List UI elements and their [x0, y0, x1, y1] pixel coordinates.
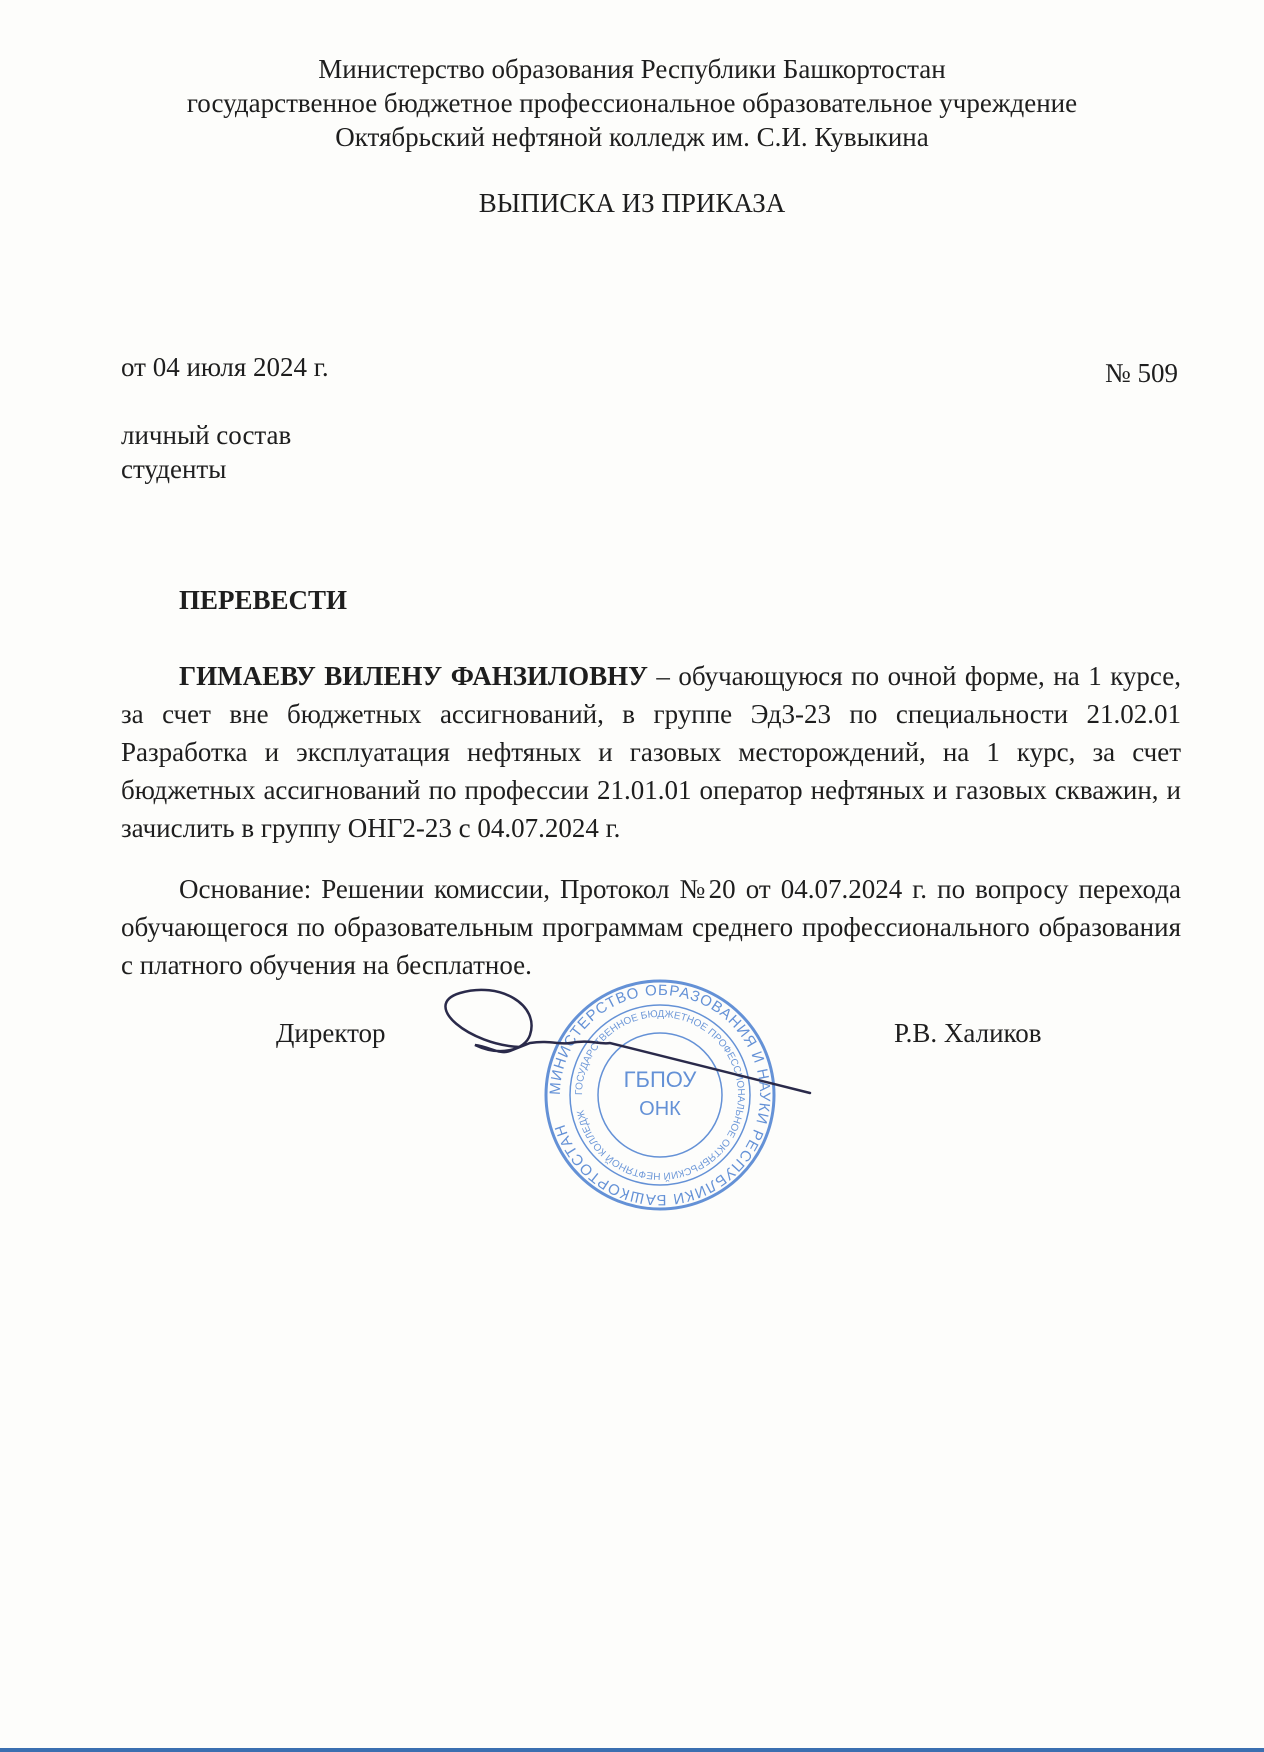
order-action: ПЕРЕВЕСТИ: [179, 585, 348, 615]
stamp-center-line-2: ОНК: [639, 1098, 681, 1120]
order-number: № 509: [1104, 358, 1178, 388]
signature-role: Директор: [276, 1018, 386, 1048]
order-basis: Основание: Решении комиссии, Протокол №20 от 04.07.2024 г. по вопросу перехода обучающегося по образовательным программам среднего профессионального образования с платного обучения на бесплатное.: [121, 874, 1181, 980]
scan-edge-line: [0, 1748, 1264, 1752]
header-college: Октябрьский нефтяной колледж им. С.И. Кувыкина: [335, 122, 929, 152]
header-institution-type: государственное бюджетное профессиональное образовательное учреждение: [186, 88, 1078, 118]
stamp-center-line-1: ГБПОУ: [623, 1067, 697, 1092]
order-body-text: – обучающуюся по очной форме, на 1 курсе, за счет вне бюджетных ассигнований, в группе Эд3-23 по специальности 21.02.01 Разработка и эксплуатация нефтяных и газовых месторождений, на 1 курс, за счет бюджетных ассигнований по профессии 21.01.01 оператор нефтяных и газовых скважин, и зачислить в группу ОНГ2-23 с 04.07.2024 г.: [121, 661, 1181, 843]
signature-name: Р.В. Халиков: [894, 1018, 1042, 1048]
ministry-header: [0, 52, 1264, 154]
order-category: [121, 418, 291, 486]
document-title: ВЫПИСКА ИЗ ПРИКАЗА: [478, 188, 786, 218]
stamp-inner-text: ГОСУДАРСТВЕННОЕ БЮДЖЕТНОЕ ПРОФЕССИОНАЛЬНОЕ ОКТЯБРЬСКИЙ НЕФТЯНОЙ КОЛЛЕДЖ: [573, 1008, 747, 1182]
category-line-1: личный состав: [121, 420, 292, 450]
category-line-2: студенты: [121, 454, 227, 484]
header-ministry: Министерство образования Республики Башкортостан: [318, 54, 946, 84]
order-date: от 04 июля 2024 г.: [121, 352, 329, 382]
stamp-outer-text: МИНИСТЕРСТВО ОБРАЗОВАНИЯ И НАУКИ РЕСПУБЛИКИ БАШКОРТОСТАН: [546, 981, 774, 1209]
director-signature: [430, 985, 830, 1095]
student-name: ГИМАЕВУ ВИЛЕНУ ФАНЗИЛОВНУ: [179, 661, 648, 691]
order-body: [121, 657, 1181, 847]
